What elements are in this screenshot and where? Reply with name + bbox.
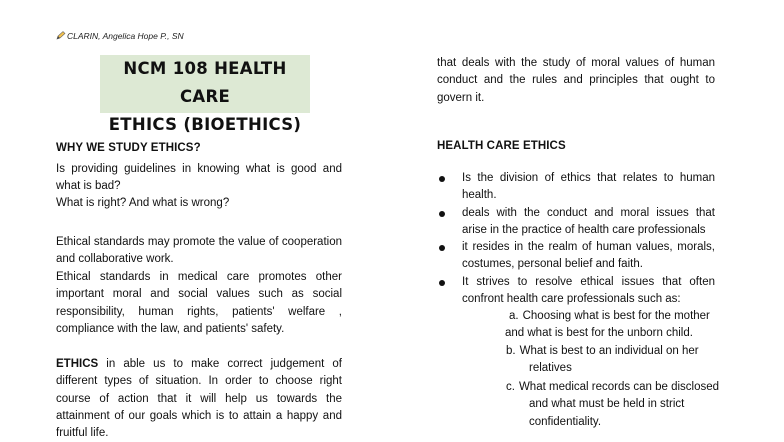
sub-item-a: a. Choosing what is best for the mother and what is best for the unborn child. (505, 310, 710, 340)
why-paragraph-1: Is providing guidelines in knowing what is good and what is bad? (56, 163, 342, 193)
list-item: deals with the conduct and moral issues that arise in the practice of health care professionals (437, 205, 715, 240)
list-item: Is the division of ethics that relates to human health. (437, 170, 715, 205)
continuation-paragraph: that deals with the study of moral values of human conduct and the rules and principles that ought to govern it. (437, 57, 715, 104)
author-name: CLARIN, Angelica Hope P., SN (67, 31, 184, 41)
why-paragraph-2: What is right? And what is wrong? (56, 197, 230, 209)
hce-bullet-list (437, 170, 715, 308)
title-line-2: ETHICS (BIOETHICS) (108, 115, 302, 134)
ethics-text: in able us to make correct judgement of different types of situation. In order to choose right course of action that it will help us towards the attainment of our goals which is to attain a happy and fruitful life. (56, 358, 342, 440)
page-title (100, 55, 310, 134)
title-line-1: NCM 108 HEALTH CARE (123, 59, 287, 106)
sub-item-c: c. What medical records can be disclosed and what must be held in strict confidentiality. (506, 381, 720, 428)
why-heading: WHY WE STUDY ETHICS? (56, 142, 201, 154)
hce-heading: HEALTH CARE ETHICS (437, 140, 566, 152)
ethics-term: ETHICS (56, 358, 99, 370)
list-item: it resides in the realm of human values, morals, costumes, personal belief and faith. (437, 239, 715, 274)
list-item: It strives to resolve ethical issues that often confront health care professionals such as: (437, 274, 715, 309)
pen-icon (56, 31, 66, 40)
sub-label: a. (509, 310, 519, 322)
standards-paragraph-2: Ethical standards in medical care promotes other important moral and social values such as social responsibility, human rights, patients' welfare , compliance with the law, and patients' safety. (56, 271, 342, 335)
bullet-icon (439, 211, 445, 217)
sub-item-b: b. What is best to an individual on her relatives (506, 345, 699, 375)
sub-label: b. (506, 345, 516, 357)
sub-label: c. (506, 381, 515, 393)
bullet-icon (439, 176, 445, 182)
bullet-icon (439, 245, 445, 251)
bullet-icon (439, 280, 445, 286)
standards-paragraph-1: Ethical standards may promote the value of cooperation and collaborative work. (56, 236, 342, 266)
author-line (56, 31, 184, 41)
ethics-paragraph (56, 356, 342, 442)
